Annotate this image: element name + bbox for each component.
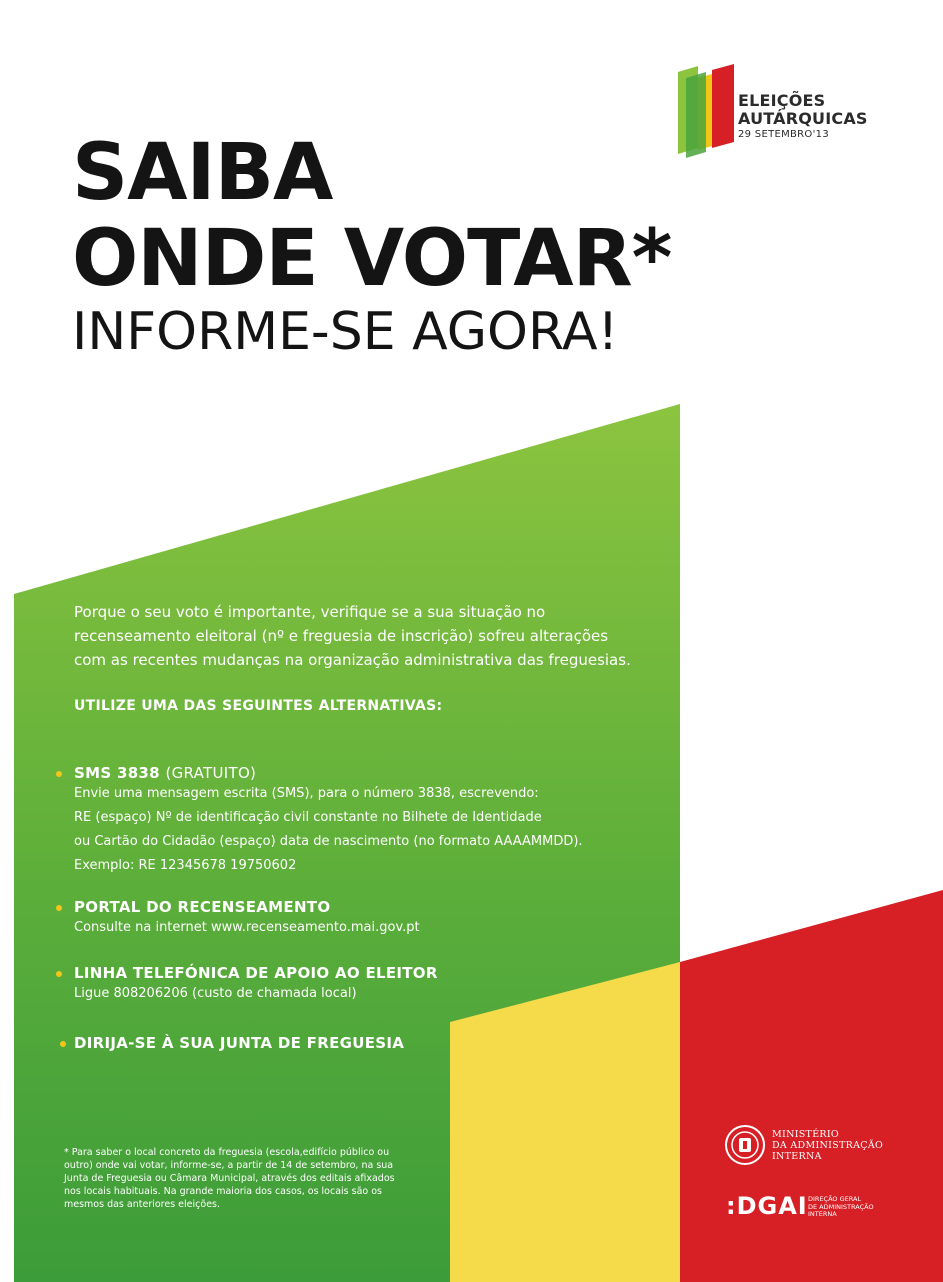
junta-title: DIRIJA-SE À SUA JUNTA DE FREGUESIA xyxy=(74,1034,405,1052)
ministry-line1: MINISTÉRIO xyxy=(772,1129,840,1140)
headline xyxy=(72,130,671,362)
option-junta xyxy=(74,1034,404,1052)
bullet-icon xyxy=(60,1041,66,1047)
main-content xyxy=(74,600,654,1052)
alternatives-title: UTILIZE UMA DAS SEGUINTES ALTERNATIVAS: xyxy=(74,698,443,714)
sms-line3: ou Cartão do Cidadão (espaço) data de nascimento (no formato AAAAMMDD). xyxy=(74,834,583,849)
elections-logo xyxy=(676,62,896,162)
dgai-line1: DIREÇÃO GERAL xyxy=(808,1195,862,1203)
logo-title-line1: ELEIÇÕES xyxy=(738,91,826,110)
headline-line1: SAIBA xyxy=(72,128,333,218)
footnote: * Para saber o local concreto da freguesia (escola,edifício público ou outro) onde vai votar, informe-se, a partir de 14 de setembro, na sua Junta de Freguesia ou Câmara Municipal, através dos editais afixados nos locais habituais. Na grande maioria dos casos, os locais são os mesmos das anteriores eleições. xyxy=(64,1147,395,1210)
elections-flag-icon xyxy=(676,62,736,158)
phone-text: Ligue 808206206 (custo de chamada local) xyxy=(74,986,357,1001)
bullet-icon xyxy=(56,771,62,777)
ministry-logo xyxy=(724,1124,904,1174)
logo-date: 29 SETEMBRO'13 xyxy=(738,129,829,140)
headline-line2: ONDE VOTAR* xyxy=(72,214,672,304)
sms-line1: Envie uma mensagem escrita (SMS), para o número 3838, escrevendo: xyxy=(74,786,539,801)
sms-title-suffix: (GRATUITO) xyxy=(165,764,257,782)
dgai-line2: DE ADMINISTRAÇÃO xyxy=(808,1202,874,1211)
option-portal xyxy=(74,898,420,940)
dgai-mark: :DGAI xyxy=(726,1192,808,1220)
sms-example: Exemplo: RE 12345678 19750602 xyxy=(74,858,297,873)
red-panel xyxy=(680,890,943,1282)
dgai-line3: INTERNA xyxy=(808,1210,837,1218)
portal-text: Consulte na internet www.recenseamento.mai.gov.pt xyxy=(74,920,420,935)
bullet-icon xyxy=(56,971,62,977)
bullet-icon xyxy=(56,905,62,911)
option-phone xyxy=(74,964,438,1006)
ministry-line3: INTERNA xyxy=(772,1151,822,1162)
phone-title: LINHA TELEFÓNICA DE APOIO AO ELEITOR xyxy=(74,964,438,982)
logo-title-line2: AUTÁRQUICAS xyxy=(738,109,868,128)
intro-paragraph: Porque o seu voto é importante, verifique se a sua situação no recenseamento eleitoral (nº e freguesia de inscrição) sofreu alterações com as recentes mudanças na organização administrativa das freguesias. xyxy=(74,603,631,669)
coat-of-arms-icon xyxy=(724,1124,766,1166)
option-sms xyxy=(74,764,583,878)
headline-subtitle: INFORME-SE AGORA! xyxy=(72,302,619,362)
dgai-logo xyxy=(726,1192,906,1218)
ministry-line2: DA ADMINISTRAÇÃO xyxy=(772,1140,884,1151)
sms-title: SMS 3838 xyxy=(74,764,160,782)
sms-line2: RE (espaço) Nº de identificação civil constante no Bilhete de Identidade xyxy=(74,810,542,825)
portal-title: PORTAL DO RECENSEAMENTO xyxy=(74,898,331,916)
